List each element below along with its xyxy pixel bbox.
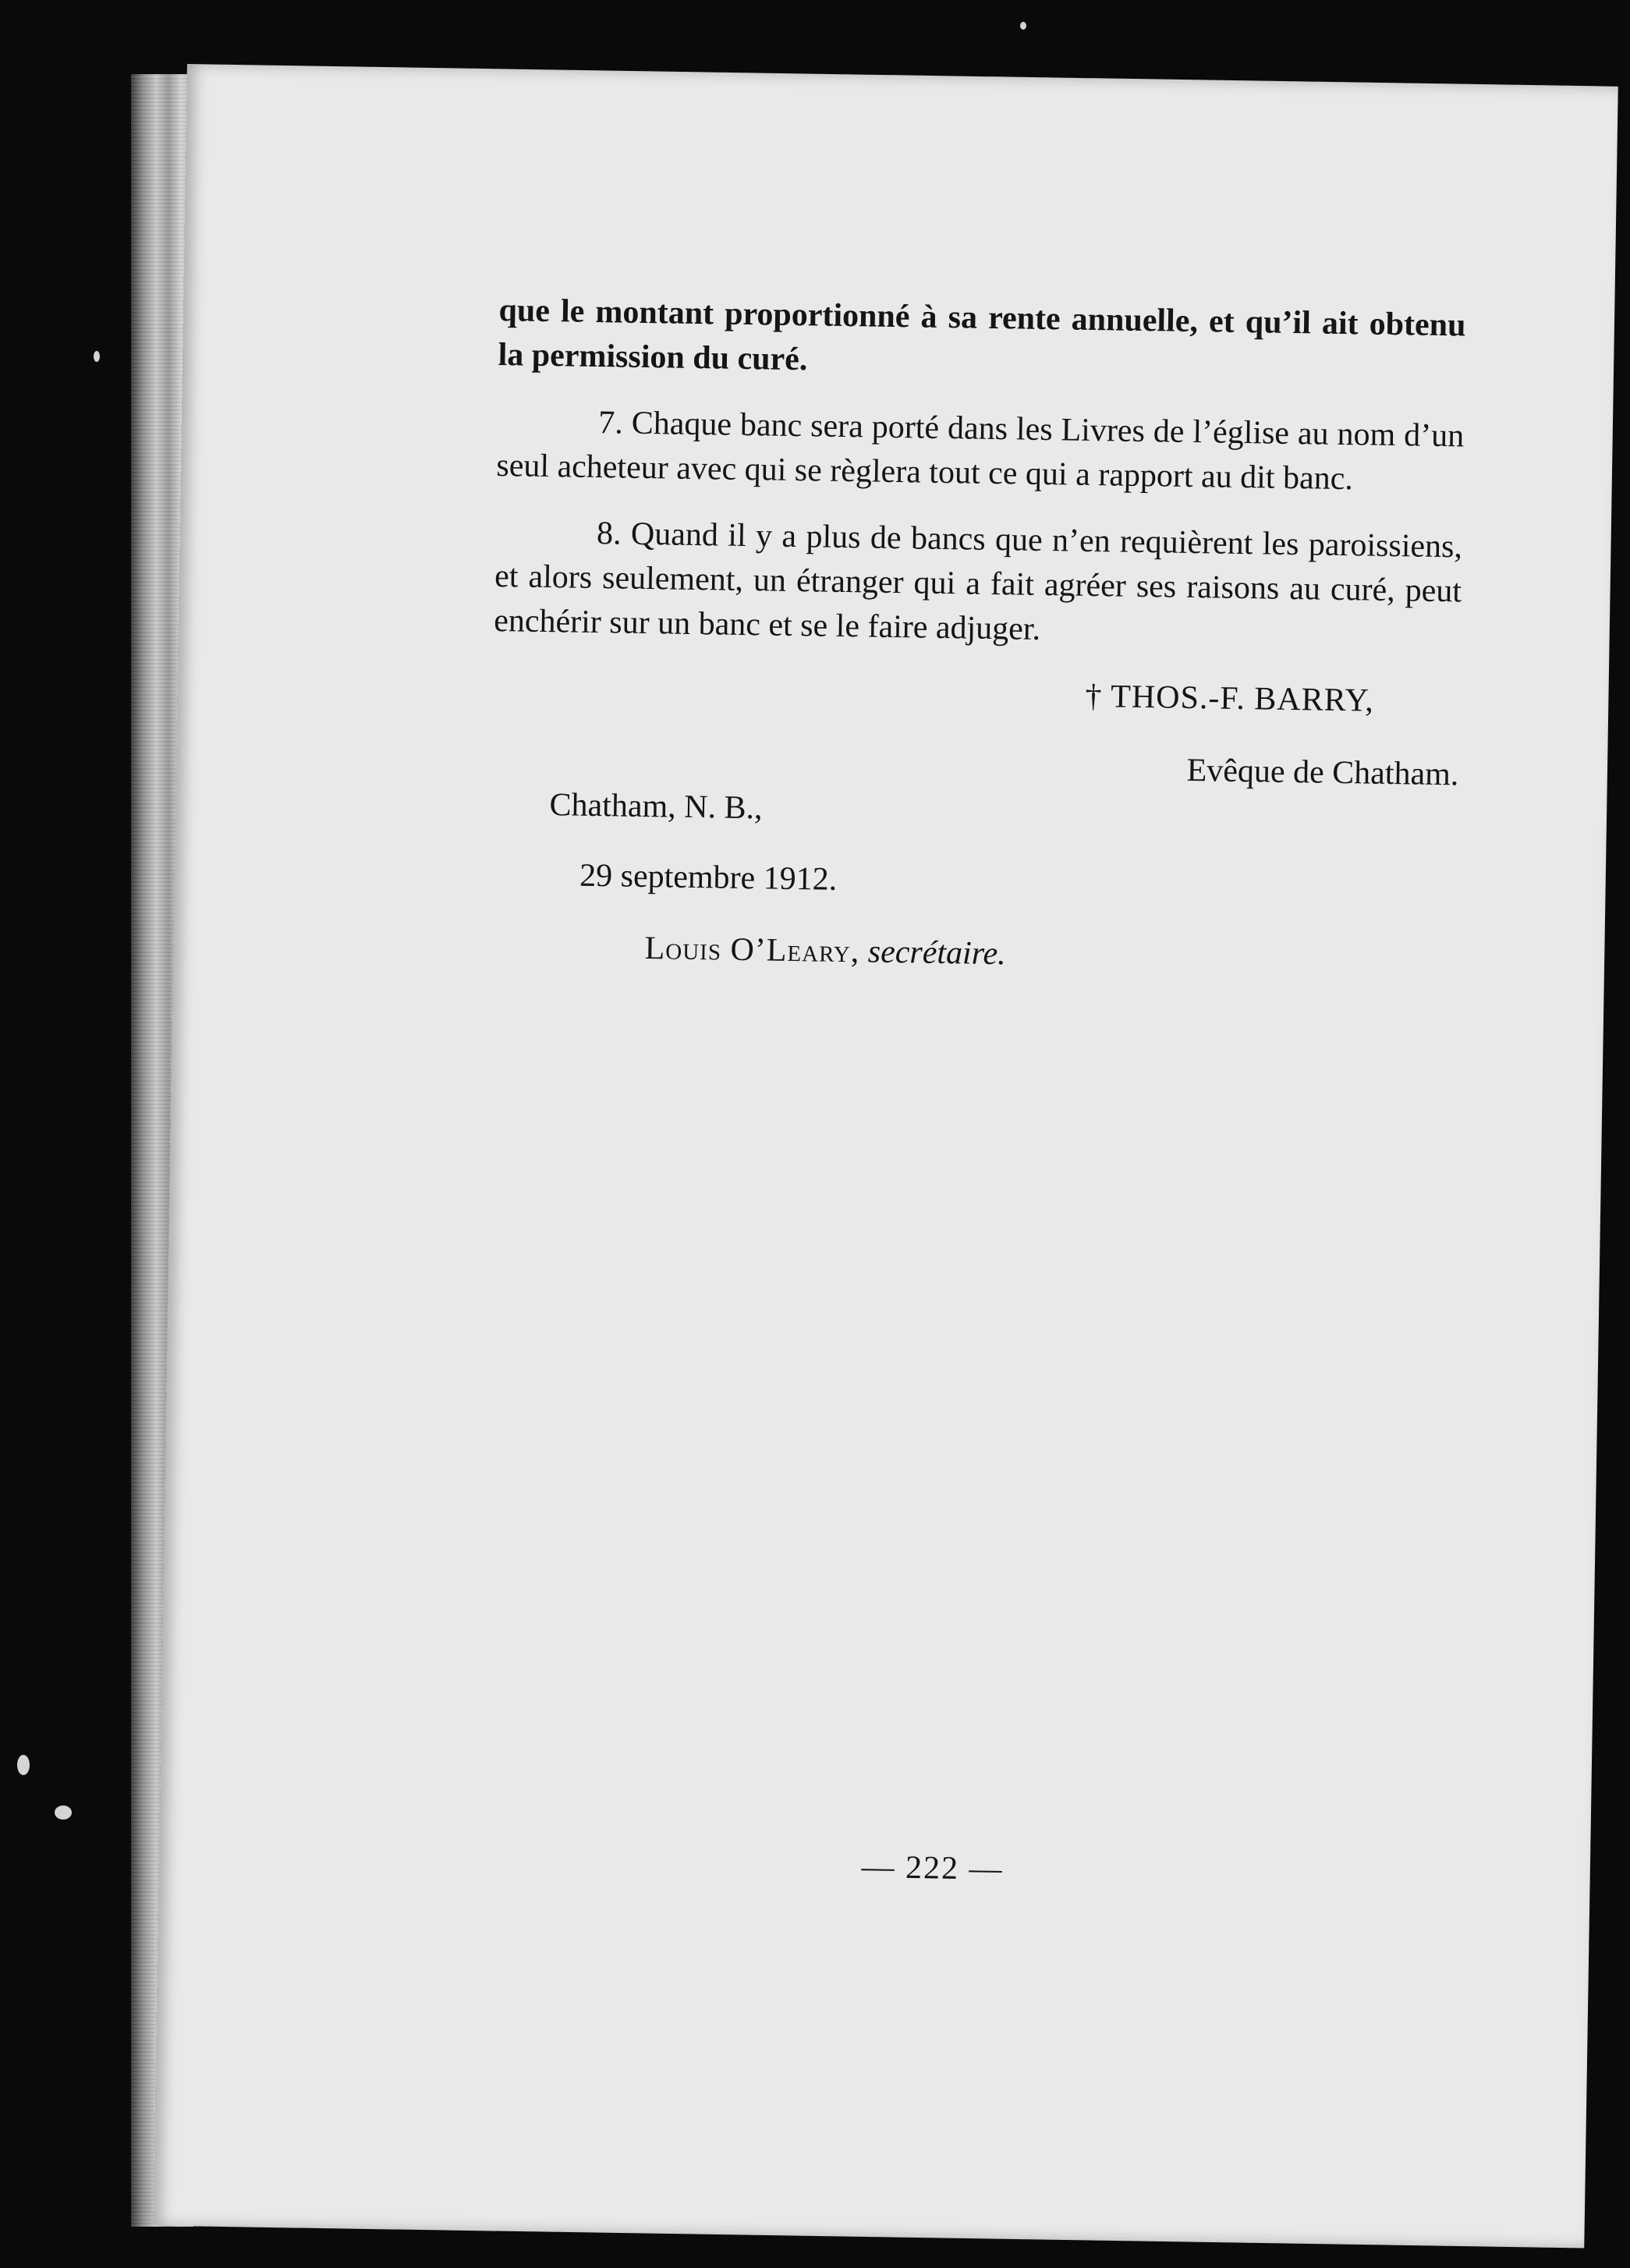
secretary-name: Louis O’Leary, [644,930,860,970]
page-number: — 222 — [861,1848,1004,1887]
dust-speck [1020,22,1026,30]
paragraph-article-7: 7. Chaque banc sera porté dans les Livres de l’église au nom d’un seul acheteur avec qui se règlera tout ce qui a rapport au dit banc. [496,405,1465,498]
page-text [488,289,1466,983]
dust-speck [17,1755,30,1775]
dust-speck [94,351,100,362]
signature-title: Evêque de Chatham. [1186,752,1459,793]
dust-speck [55,1806,72,1820]
place-line: Chatham, N. B., [549,787,763,827]
date-line: 29 septembre 1912. [579,857,838,898]
signature-name: † THOS.-F. BARRY, [1085,678,1375,719]
paragraph-article-8: 8. Quand il y a plus de bancs que n’en requièrent les paroissiens, et alors seulement, un étranger qui a fait agréer ses raisons au curé, peut enchérir sur un banc et se le faire adjuger. [493,516,1463,647]
paragraph-continued: que le montant proportionné à sa rente annuelle, et qu’il ait obtenu la permission du curé. [498,292,1466,378]
secretary-role: secrétaire. [867,934,1007,973]
